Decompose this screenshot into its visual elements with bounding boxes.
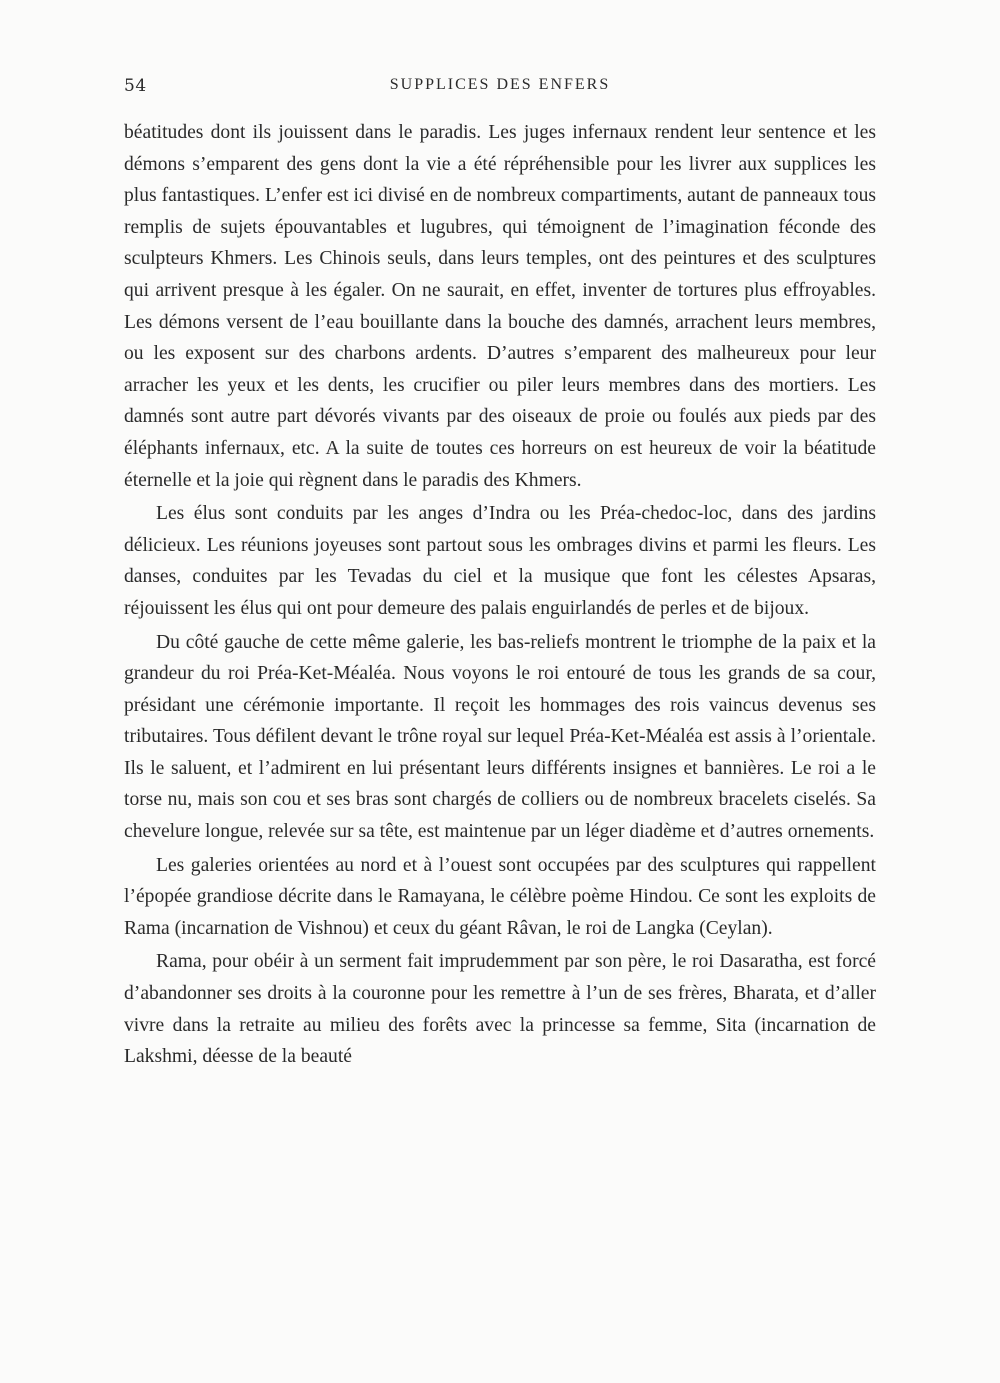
page-number: 54: [124, 76, 147, 96]
paragraph-continued: béatitudes dont ils jouissent dans le paradis. Les juges infernaux rendent leur sentence et les démons s’emparent des gens dont la vie a été répréhensible pour les livrer aux supplices les plus fantastiques. L’enfer est ici divisé en de nombreux compartiments, autant de panneaux tous remplis de sujets épouvantables et lugubres, qui témoignent de l’imagination féconde des sculpteurs Khmers. Les Chinois seuls, dans leurs temples, ont des peintures et des sculptures qui arrivent presque à les égaler. On ne saurait, en effet, inventer de tortures plus effroyables. Les démons versent de l’eau bouillante dans la bouche des damnés, arrachent leurs membres, ou les exposent sur des charbons ardents. D’autres s’emparent des malheureux pour leur arracher les yeux et les dents, les crucifier ou piler leurs membres dans des mortiers. Les damnés sont autre part dévorés vivants par des oiseaux de proie ou foulés aux pieds par des éléphants infernaux, etc. A la suite de toutes ces horreurs on est heureux de voir la béatitude éternelle et la joie qui règnent dans le paradis des Khmers.: [124, 122, 876, 491]
body-text: [124, 117, 876, 1073]
running-title: SUPPLICES DES ENFERS: [389, 76, 611, 93]
page-header: [124, 76, 876, 106]
paragraph: Les élus sont conduits par les anges d’Indra ou les Préa-chedoc-loc, dans des jardins délicieux. Les réunions joyeuses sont partout sous les ombrages divins et parmi les fleurs. Les danses, conduites par les Tevadas du ciel et la musique que font les célestes Apsaras, réjouissent les élus qui ont pour demeure des palais enguirlandés de perles et de bijoux.: [124, 503, 876, 619]
paragraph: Du côté gauche de cette même galerie, les bas-reliefs montrent le triomphe de la paix et la grandeur du roi Préa-Ket-Méaléa. Nous voyons le roi entouré de tous les grands de sa cour, présidant une cérémonie importante. Il reçoit les hommages des rois vaincus devenus ses tributaires. Tous défilent devant le trône royal sur lequel Préa-Ket-Méaléa est assis à l’orientale. Ils le saluent, et l’admirent en lui présentant leurs différents insignes et bannières. Le roi a le torse nu, mais son cou et ses bras sont chargés de colliers ou de nombreux bracelets ciselés. Sa chevelure longue, relevée sur sa tête, est maintenue par un léger diadème et d’autres ornements.: [124, 631, 876, 843]
paragraph: Les galeries orientées au nord et à l’ouest sont occupées par des sculptures qui rappellent l’épopée grandiose décrite dans le Ramayana, le célèbre poème Hindou. Ce sont les exploits de Rama (incarnation de Vishnou) et ceux du géant Râvan, le roi de Langka (Ceylan).: [124, 854, 876, 939]
paragraph: Rama, pour obéir à un serment fait imprudemment par son père, le roi Dasaratha, est forcé d’abandonner ses droits à la couronne pour les remettre à l’un de ses frères, Bharata, et d’aller vivre dans la retraite au milieu des forêts avec la princesse sa femme, Sita (incarnation de Lakshmi, déesse de la beauté: [124, 951, 876, 1068]
